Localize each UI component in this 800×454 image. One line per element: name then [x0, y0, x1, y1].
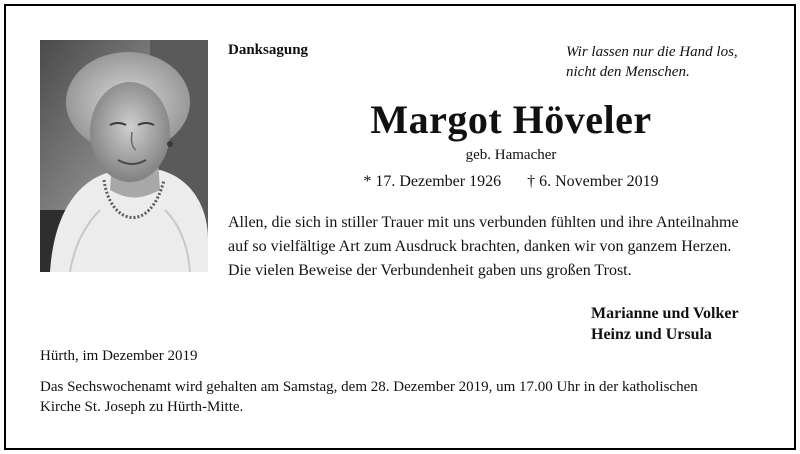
heading-danksagung: Danksagung [228, 42, 309, 58]
notice-line: Kirche St. Joseph zu Hürth-Mitte. [40, 399, 244, 415]
life-dates [228, 173, 794, 191]
portrait-photo [40, 40, 208, 272]
motto [566, 42, 756, 82]
place-date: Hürth, im Dezember 2019 [40, 348, 198, 364]
signer-line: Marianne und Volker [591, 305, 739, 322]
mass-notice [40, 377, 770, 417]
thanks-line: Allen, die sich in stiller Trauer mit uns verbunden fühlten und ihre Anteilnahme [228, 214, 739, 231]
signer-line: Heinz und Ursula [591, 326, 712, 343]
birth-name: geb. Hamacher [465, 147, 557, 163]
thanks-line: Die vielen Beweise der Verbundenheit gaben uns großen Trost. [228, 262, 632, 279]
birth-date: * 17. Dezember 1926 [363, 173, 502, 190]
signers [591, 303, 739, 345]
motto-line: Wir lassen nur die Hand los, [566, 44, 738, 60]
death-date: † 6. November 2019 [527, 173, 659, 190]
thanks-line: auf so vielfältige Art zum Ausdruck brachten, danken wir von ganzem Herzen. [228, 238, 732, 255]
deceased-name: Margot Höveler [370, 97, 652, 142]
thanks-text [228, 211, 773, 283]
notice-line: Das Sechswochenamt wird gehalten am Samstag, dem 28. Dezember 2019, um 17.00 Uhr in der katholischen [40, 379, 698, 395]
motto-line: nicht den Menschen. [566, 64, 690, 80]
